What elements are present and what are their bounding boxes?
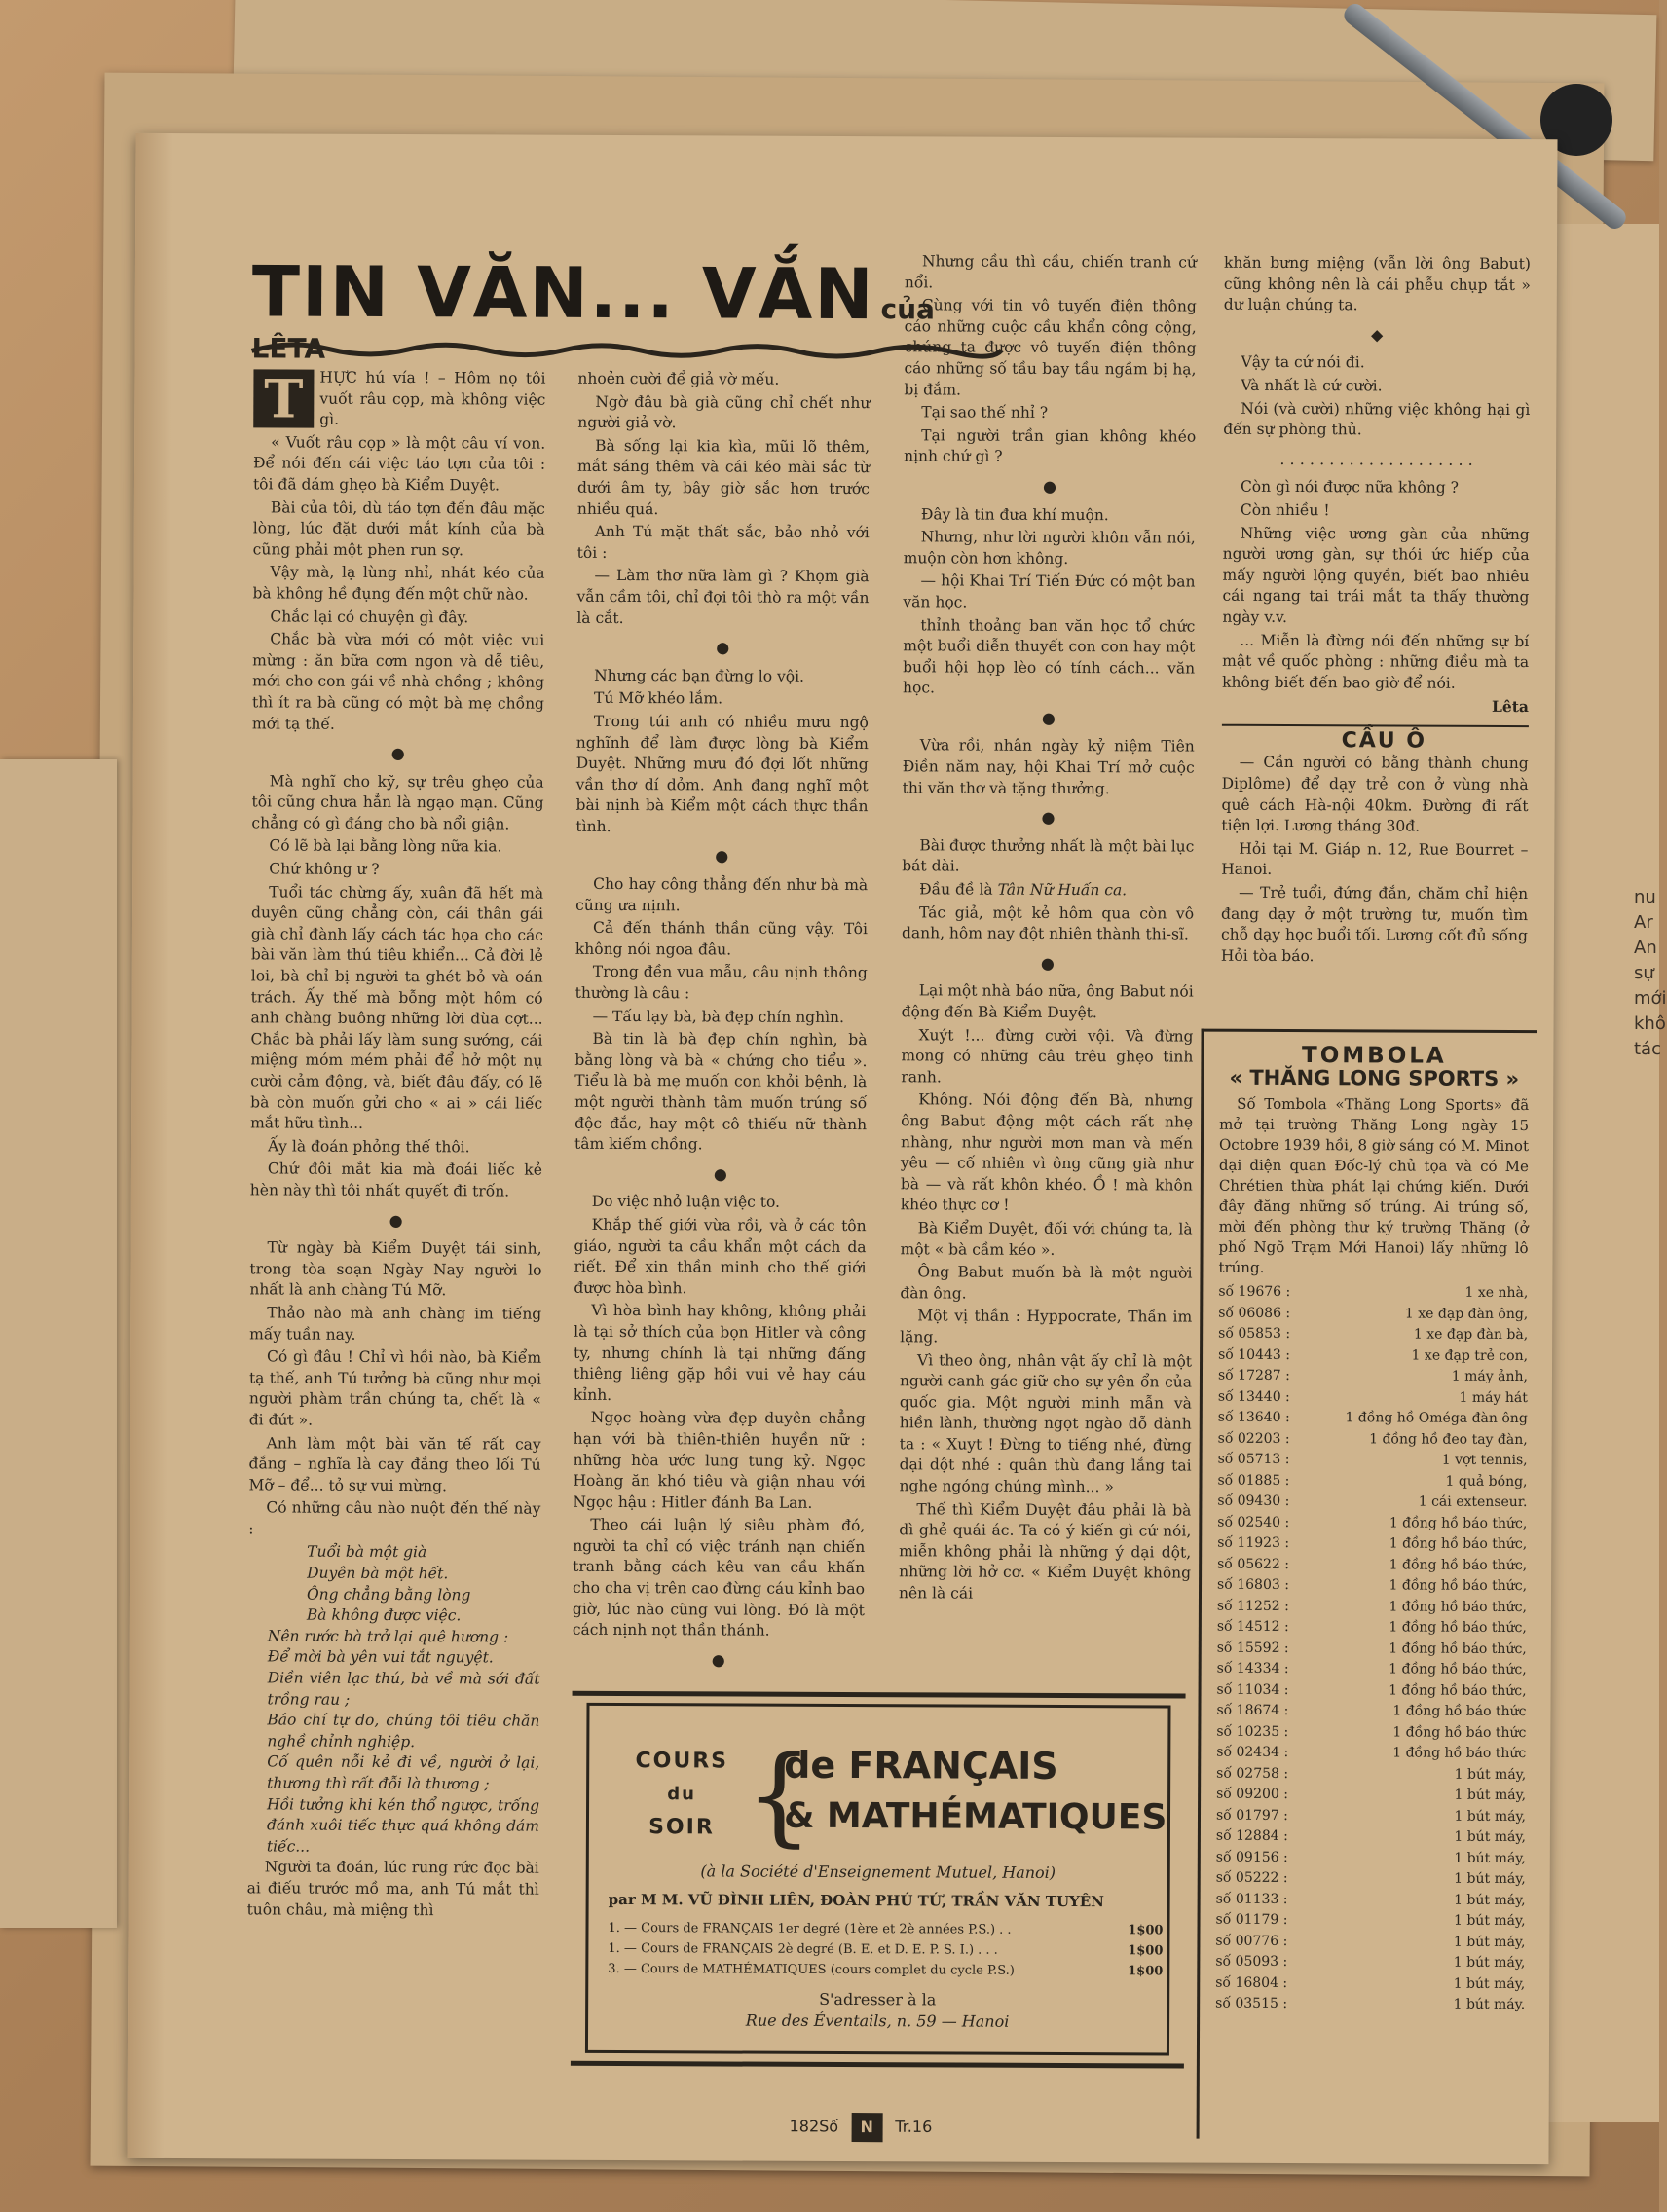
paragraph: Có lẽ bà lại bằng lòng nữa kia. <box>269 836 502 856</box>
paragraph: Ngờ đâu bà già cũng chỉ chết như người giả vờ. <box>577 392 871 432</box>
scrap-text: An <box>1634 938 1657 958</box>
prize-item: 1 bút máy, <box>1454 1870 1526 1888</box>
ad-text: Rue des Éventails, n. 59 — Hanoi <box>745 2010 1010 2031</box>
prize-row <box>1218 1324 1528 1346</box>
prize-item: 1 bút máy, <box>1454 1787 1527 1804</box>
prize-number: số 11252 : <box>1216 1598 1289 1614</box>
poem-title: Tân Nữ Huấn ca. <box>997 880 1128 900</box>
prize-number: số 17287 : <box>1217 1367 1290 1384</box>
prize-number: số 05713 : <box>1217 1451 1290 1468</box>
scrap-text: sự <box>1634 963 1654 983</box>
prize-number: số 13440 : <box>1217 1388 1290 1405</box>
ad-course-lines <box>608 1918 1163 1981</box>
prize-row <box>1216 1889 1526 1911</box>
right-paper-scrap <box>1546 224 1667 2122</box>
prize-row <box>1218 1386 1528 1409</box>
prize-item: 1 đồng hồ báo thức, <box>1389 1640 1527 1657</box>
prize-item: 1 bút máy, <box>1453 1954 1526 1972</box>
course-line <box>608 1959 1163 1981</box>
divider <box>1222 724 1529 727</box>
verse-line: Cố quên nỗi kẻ đi về, người ở lại, thương thì rất đỗi là thương ; <box>267 1752 540 1793</box>
prize-item: 1 bút máy, <box>1453 1934 1526 1950</box>
prize-row <box>1216 1763 1526 1786</box>
paragraph: nhoẻn cười để giả vờ mếu. <box>577 369 780 388</box>
ad-subject: de FRANÇAIS <box>784 1743 1058 1788</box>
prize-row <box>1217 1596 1527 1618</box>
paragraph: — hội Khai Trí Tiến Đức có một ban văn học. <box>903 571 1196 611</box>
prize-item: 1 đồng hồ báo thức, <box>1389 1681 1527 1699</box>
prize-item: 1 quả bóng, <box>1445 1473 1528 1490</box>
prize-row <box>1218 1282 1528 1305</box>
prize-row <box>1216 1805 1526 1827</box>
prize-number: số 19676 : <box>1218 1283 1291 1301</box>
left-paper-scrap <box>0 759 117 1928</box>
prize-number: số 01179 : <box>1215 1911 1288 1929</box>
prize-item: 1 bút máy, <box>1453 1975 1526 1992</box>
paragraph: Còn nhiều ! <box>1240 500 1330 520</box>
prize-row <box>1218 1408 1528 1430</box>
ad-address <box>588 1988 1167 2034</box>
paragraph: Bà sống lại kia kìa, mũi lõ thêm, mắt sáng thêm và cái kéo mài sắc từ dưới âm ty, bây giờ sắc hơn trước nhiều quá. <box>576 436 871 518</box>
paragraph: Ông Babut muốn bà là một người đàn ông. <box>900 1263 1193 1303</box>
prize-item: 1 xe đạp trẻ con, <box>1411 1347 1529 1364</box>
prize-number: số 12884 : <box>1215 1827 1288 1845</box>
prize-row <box>1216 1847 1526 1869</box>
prize-item: 1 đồng hồ báo thức, <box>1389 1556 1528 1573</box>
paragraph: Ấy là đoán phỏng thế thôi. <box>267 1137 470 1157</box>
prize-number: số 16803 : <box>1217 1576 1289 1594</box>
article-column-1 <box>247 367 546 1923</box>
course-line <box>608 1938 1163 1961</box>
paragraph: — Trẻ tuổi, đứng đắn, chăm chỉ hiện đang dạy ở một trường tư, muốn tìm chỗ dạy học buổi tối. Lương cốt đủ sống Hỏi tòa báo. <box>1220 883 1529 965</box>
prize-number: số 01133 : <box>1215 1891 1288 1907</box>
prize-number: số 02540 : <box>1217 1514 1290 1530</box>
prize-row <box>1218 1450 1528 1472</box>
tombola-title: TOMBOLA <box>1302 1043 1447 1069</box>
ad-rule <box>573 1691 1186 1699</box>
page-number: Tr.16 <box>895 2117 933 2136</box>
ad-text: COURS <box>635 1749 729 1774</box>
paragraph: Anh Tú mặt thất sắc, bảo nhỏ với tôi : <box>576 523 870 562</box>
paragraph: Tại người trần gian không khéo nịnh chứ gì ? <box>904 426 1197 466</box>
prize-item: 1 đồng hồ báo thức, <box>1389 1661 1527 1678</box>
paragraph: Nhưng, như lời người khôn vẫn nói, muộn còn hơn không. <box>903 528 1196 568</box>
paragraph: Xuýt !... đừng cười vội. Và đừng mong có những câu trêu ghẹo tinh ranh. <box>901 1025 1194 1087</box>
prize-item: 1 đồng hồ báo thức <box>1392 1745 1527 1762</box>
scrap-text: nu <box>1634 887 1656 907</box>
prize-item: 1 máy hát <box>1459 1389 1528 1406</box>
prize-number: số 09156 : <box>1215 1849 1288 1865</box>
paragraph: Nói (và cười) những việc không hại gì đến sự phòng thủ. <box>1223 399 1531 439</box>
prize-item: 1 máy ảnh, <box>1451 1368 1529 1385</box>
prize-row <box>1217 1533 1527 1556</box>
prize-row <box>1215 1972 1525 1995</box>
prize-number: số 09200 : <box>1216 1786 1289 1803</box>
paragraph: Cả đến thánh thần cũng vậy. Tôi không nói ngoa đâu. <box>574 919 869 959</box>
course-price: 1$00 <box>1128 1923 1164 1938</box>
newspaper-logo-icon: N <box>851 2113 882 2142</box>
paragraph: Cùng với tin vô tuyến điện thông cáo những cuộc cầu khẩn công cộng, chúng ta được vô tuyến điện thông cáo những số tầu bay tầu ngầm bị hạ, bị đắm. <box>904 296 1197 399</box>
paragraph: Bà Kiểm Duyệt, đối với chúng ta, là một « bà cầm kéo ». <box>900 1219 1193 1259</box>
paragraph: Nhưng cầu thì cầu, chiến tranh cứ nổi. <box>904 252 1198 291</box>
paragraph: Thế thì Kiểm Duyệt đâu phải là bà dì ghẻ quái ác. Ta có ý kiến gì cứ nói, miễn không phải là những ý dại dột, những lời hở cơ. « Kiểm Duyệt không nên là cái <box>898 1499 1192 1603</box>
paragraph: thỉnh thoảng ban văn học tổ chức một buổi diễn thuyết con con hay một buổi hội họp lèo có tính cách... văn học. <box>903 615 1196 697</box>
issue-number: 182Số <box>789 2117 839 2136</box>
prize-item: 1 đồng hồ báo thức <box>1392 1723 1527 1741</box>
prize-row <box>1217 1470 1527 1493</box>
prize-row <box>1215 1931 1525 1953</box>
prize-row <box>1215 1952 1525 1974</box>
prize-item: 1 bút máy, <box>1454 1766 1527 1783</box>
prize-item: 1 bút máy, <box>1454 1850 1526 1866</box>
paragraph: Bài được thưởng nhất là một bài lục bát dài. <box>902 836 1195 875</box>
paragraph: — Làm thơ nữa làm gì ? Khọm già vẫn cầm tôi, chỉ đợi tôi thò ra một vần là cắt. <box>576 567 870 627</box>
ad-text: SOIR <box>648 1815 715 1840</box>
paragraph <box>902 879 1194 902</box>
paragraph: Tuổi tác chừng ấy, xuân đã hết mà duyên cũng chẳng còn, cái thân gái già chỉ đành lấy cách tác họa cho các bài văn làm thú tiêu khiển... Cả đời lẻ loi, bà chỉ bị người ta ghét bỏ và oán trách. Ấy thế mà bỗng một hôm có anh chàng buông những lời đùa cợt... Chắc bà phải lấy làm sung sướng, cái miệng móm mém phải để hở một nụ cười cảm động, và, biết đâu đấy, có lẽ bà còn muốn gửi cho « ai » cái liếc mắt hữu tình... <box>250 883 544 1133</box>
paragraph: HỰC hú vía ! – Hôm nọ tôi vuốt râu cọp, mà không việc gì. <box>319 368 546 428</box>
prize-number: số 14512 : <box>1216 1618 1289 1636</box>
paragraph: Chắc bà vừa mới có một việc vui mừng : ăn bữa cơm ngon và dễ tiêu, mới cho con gái về nhà chồng ; không thì ít ra bà cũng có một bà mẹ chồng mới tạ thế. <box>251 630 545 733</box>
ad-society: (à la Société d'Enseignement Mutuel, Hanoi) <box>700 1862 1056 1882</box>
paragraph: — Tấu lạy bà, bà đẹp chín nghìn. <box>592 1007 845 1026</box>
section-dot: ● <box>390 744 405 763</box>
dotted-separator: . . . . . . . . . . . . . . . . . . . . <box>1279 449 1473 469</box>
page-edge <box>127 133 172 2158</box>
section-dot: ● <box>716 638 730 657</box>
prize-row <box>1218 1345 1528 1367</box>
paragraph: khăn bưng miệng (vẫn lời ông Babut) cũng không nên là cái phễu chụp tắt » dư luận chúng ta. <box>1223 253 1532 314</box>
paragraph: Người ta đoán, lúc rung rức đọc bài ai điếu trước mồ ma, anh Tú mắt thì tuôn châu, mà miệng thì <box>246 1858 539 1919</box>
newspaper-page <box>127 133 1557 2164</box>
verse-line: Ông chẳng bằng lòng <box>306 1585 471 1604</box>
paragraph: Bài của tôi, dù táo tợn đến đâu mặc lòng, lúc đặt dưới mắt kính của bà cũng phải một phen run sợ. <box>252 498 545 560</box>
prize-item: 1 đồng hồ Oméga đàn ông <box>1345 1410 1528 1427</box>
prize-row <box>1215 1994 1525 2016</box>
prize-item: 1 xe nhà, <box>1464 1284 1529 1302</box>
prize-row <box>1216 1826 1526 1849</box>
tombola-intro: Số Tombola «Thăng Long Sports» đã mở tại trường Thăng Long ngày 15 Octobre 1939 hồi, 8 giờ sáng có M. Minot đại diện quan Đốc-lý chủ tọa và có Me Chrétien thừa phát lại chứng kiến. Dưới đây đăng những số trúng. Ai trúng số, mời đến phòng thư ký trường Thăng (ở phố Ngõ Trạm Mới Hanoi) lấy những lô trúng. <box>1218 1094 1530 1276</box>
prize-item: 1 bút máy, <box>1453 1912 1526 1930</box>
prize-number: số 15592 : <box>1216 1640 1289 1656</box>
paragraph: Chắc lại có chuyện gì đây. <box>270 607 469 626</box>
prize-row <box>1217 1638 1527 1660</box>
prize-row <box>1216 1701 1526 1723</box>
paragraph: Một vị thần : Hyppocrate, Thần im lặng. <box>900 1307 1193 1346</box>
section-dot: ● <box>715 846 729 866</box>
text-run: Đầu đề là <box>919 880 993 899</box>
ad-text: du <box>667 1784 696 1805</box>
ad-text: S'adresser à la <box>819 1989 937 2009</box>
section-dot: ● <box>1041 708 1056 727</box>
course-label: 3. — Cours de MATHÉMATIQUES (cours complet du cycle P.S.) <box>608 1961 1015 1978</box>
paragraph: Do việc nhỏ luận việc to. <box>591 1193 781 1212</box>
ad-cours-label <box>628 1745 735 1844</box>
prize-row <box>1217 1659 1527 1681</box>
paragraph: Và nhất là cứ cười. <box>1241 376 1383 395</box>
prize-item: 1 đồng hồ báo thức, <box>1389 1577 1528 1595</box>
ad-subject: & MATHÉMATIQUES <box>783 1795 1167 1838</box>
ad-rule <box>571 2061 1184 2069</box>
prize-item: 1 xe đạp đàn bà, <box>1413 1326 1529 1344</box>
prize-item: 1 vợt tennis, <box>1441 1452 1528 1469</box>
prize-item: 1 đồng hồ báo thức <box>1392 1703 1527 1720</box>
paragraph: Trong túi anh có nhiều mưu ngộ nghĩnh để làm được lòng bà Kiểm Duyệt. Những mưu đó đợi lốt những vần thơ dí dỏm. Anh đang nghĩ một bài nịnh bà Kiểm một cách thực thần tình. <box>575 712 869 835</box>
title-underline <box>252 333 1002 365</box>
prize-row <box>1216 1868 1526 1891</box>
verse-line: Để mời bà yên vui tắt nguyệt. <box>267 1647 494 1667</box>
section-dot: ● <box>389 1210 403 1230</box>
prize-row <box>1217 1617 1527 1640</box>
paragraph: Tác giả, một kẻ hôm qua còn vô danh, hôm nay đột nhiên thành thi-sĩ. <box>901 903 1195 943</box>
course-price: 1$00 <box>1128 1943 1164 1959</box>
paragraph: Khắp thế giới vừa rồi, và ở các tôn giáo, người ta cầu khẩn một cách da riết. Để xin thần minh cho thế giới được hòa bình. <box>574 1215 867 1298</box>
prize-item: 1 cái extenseur. <box>1418 1493 1528 1511</box>
prize-row <box>1216 1721 1526 1744</box>
paragraph: Theo cái luận lý siêu phàm đó, người ta chỉ có việc tránh nạn chiến tranh bằng cách kêu van cầu khấn cho cha vị trên cao đừng cáu kỉnh bao giờ, lúc nào cũng vui lòng. Đó là một cách nịnh nọt thần thánh. <box>572 1516 866 1640</box>
prize-row <box>1218 1303 1528 1325</box>
byline: của LÊTA <box>251 293 936 365</box>
prize-row <box>1218 1428 1528 1451</box>
prize-item: 1 bút máy, <box>1454 1828 1526 1846</box>
verse-line: Điền viên lạc thú, bà về mà sới đất trồng rau ; <box>267 1669 540 1709</box>
prize-row <box>1217 1575 1527 1598</box>
paragraph: Tú Mỡ khéo lắm. <box>593 689 723 708</box>
prize-number: số 03515 : <box>1215 1995 1288 2012</box>
prize-number: số 06086 : <box>1218 1305 1291 1321</box>
tombola-box <box>1197 1029 1537 2140</box>
paragraph: Còn gì nói được nữa không ? <box>1240 478 1459 498</box>
tombola-subtitle: « THĂNG LONG SPORTS » <box>1229 1065 1520 1091</box>
verse-line: Duyên bà một hết. <box>307 1564 449 1583</box>
prize-list <box>1215 1282 1528 2016</box>
prize-number: số 02203 : <box>1217 1430 1290 1447</box>
prize-number: số 13640 : <box>1217 1409 1290 1426</box>
prize-row <box>1217 1554 1527 1576</box>
paragraph: Tại sao thế nhỉ ? <box>921 403 1049 423</box>
paragraph: Hỏi tại M. Giáp n. 12, Rue Bourret – Hanoi. <box>1221 839 1529 879</box>
prize-item: 1 đồng hồ báo thức, <box>1389 1514 1528 1531</box>
course-price: 1$00 <box>1128 1964 1164 1979</box>
course-advertisement <box>585 1703 1171 2056</box>
section-title: CẦU Ô <box>1341 728 1427 754</box>
paragraph: Mà nghĩ cho kỹ, sự trêu ghẹo của tôi cũng chưa hẳn là ngạo mạn. Cũng chẳng có gì đáng cho bà nổi giận. <box>251 772 544 833</box>
article-column-3 <box>899 251 1197 1607</box>
article-column-2 <box>573 369 871 1679</box>
paragraph: Vì hòa bình hay không, không phải là tại sở thích của bọn Hitler và công ty, nhưng chính là tại những đấng thiêng liêng gặp hồi vui vẻ hay cáu kỉnh. <box>573 1302 867 1404</box>
paragraph: Nhưng các bạn đừng lo vội. <box>594 666 805 685</box>
prize-number: số 14334 : <box>1216 1660 1289 1677</box>
paragraph: Lại một nhà báo nữa, ông Babut nói động đến Bà Kiểm Duyệt. <box>901 981 1194 1022</box>
course-label: 1. — Cours de FRANÇAIS 1er degré (1ère et 2è années P.S.) . . <box>608 1920 1012 1937</box>
scrap-text: mới <box>1634 988 1667 1009</box>
prize-row <box>1215 1910 1525 1933</box>
prize-number: số 02758 : <box>1216 1765 1289 1782</box>
prize-number: số 11034 : <box>1216 1681 1289 1698</box>
paragraph: Những việc ương gàn của những người ương gàn, sự thói ức hiếp của mấy người lộng quyền, biết bao nhiêu cái ngang tai trái mắt ta thấy thường ngày v.v. <box>1222 524 1530 626</box>
article-column-4 <box>1221 253 1531 971</box>
scrap-text: tác <box>1634 1039 1661 1059</box>
prize-row <box>1216 1743 1526 1765</box>
column-title: TIN VĂN... VẮN <box>251 250 875 336</box>
paragraph: ... Miễn là đừng nói đến những sự bí mật về quốc phòng : những điều mà ta không biết đến bao giờ để nói. <box>1222 631 1530 692</box>
course-line <box>608 1918 1163 1940</box>
section-dot: ● <box>1040 953 1055 973</box>
paragraph: Chứ đôi mắt kia mà đoái liếc kẻ hèn này thì tôi nhất quyết đi trốn. <box>249 1160 542 1200</box>
ad-teachers: par M M. VŨ ĐÌNH LIÊN, ĐOÀN PHÚ TỨ, TRẦN VĂN TUYÊN <box>608 1890 1104 1911</box>
prize-number: số 00776 : <box>1215 1933 1288 1949</box>
verse-line: Nên rước bà trở lại quê hương : <box>267 1627 509 1646</box>
paragraph: Vì theo ông, nhân vật ấy chỉ là một người canh gác giữ cho sự yên ổn của quốc gia. Một người minh mẫn và hiền lành, thường ngọt ngào dỗ dành ta : « Xuyt ! Đừng to tiếng nhé, đừng dại dột nhé : quân thù đang lắng tai nghe ngóng chúng mình... » <box>899 1350 1193 1496</box>
paragraph: Đây là tin đưa khí muộn. <box>920 504 1109 524</box>
prize-number: số 09430 : <box>1217 1493 1290 1510</box>
page-footer <box>790 2113 933 2143</box>
prize-row <box>1217 1512 1527 1534</box>
prize-row <box>1218 1366 1528 1388</box>
prize-item: 1 đồng hồ báo thức, <box>1389 1619 1527 1637</box>
paragraph: Không. Nói động đến Bà, nhưng ông Babut động một cách rất nhẹ nhàng, như người mơn man và mến yêu — cố nhiên vì ông cũng già như bà — và rất khôn khéo. Ồ ! mà khôn khéo thực cơ ! <box>900 1090 1194 1215</box>
section-dot: ● <box>1042 476 1056 496</box>
paragraph: Ngọc hoàng vừa đẹp duyên chẳng hạn với bà thiên-thiên huyền nữ : những hòa ước lung tung kỷ. Ngọc Hoàng ăn khó tiêu và giận nhau với Ngọc hậu : Hitler đánh Ba Lan. <box>573 1409 866 1512</box>
paragraph: Cho hay công thẳng đến như bà mà cũng ưa nịnh. <box>575 874 869 914</box>
prize-item: 1 bút máy, <box>1454 1808 1527 1825</box>
prize-row <box>1217 1492 1527 1514</box>
paragraph: « Vuốt râu cọp » là một câu ví von. Để nói đến cái việc táo tợn của tôi : tôi đã dám ghẹo bà Kiểm Duyệt. <box>252 433 546 495</box>
paragraph: Bà tin là bà đẹp chín nghìn, bà bằng lòng và bà « chứng cho tiểu ». Tiểu là bà mẹ muốn con khỏi bệnh, là một người thành tâm muốn trúng số độc đắc, hay một cô thiếu nữ thành tâm kiếm chồng. <box>574 1030 868 1154</box>
brace-glyph: { <box>744 1732 814 1858</box>
paragraph: Vậy mà, lạ lùng nhỉ, nhát kéo của bà không hề đụng đến một chữ nào. <box>252 563 545 604</box>
prize-number: số 05853 : <box>1218 1325 1291 1343</box>
prize-number: số 11923 : <box>1217 1534 1290 1552</box>
prize-number: số 10235 : <box>1216 1723 1289 1740</box>
paragraph: — Cần người có bằng thành chung Diplôme) để dạy trẻ con ở vùng nhà quê cách Hà-nội 40km. Đường đi rất tiện lợi. Lương tháng 30đ. <box>1221 754 1529 835</box>
prize-number: số 02434 : <box>1216 1744 1289 1761</box>
prize-number: số 05622 : <box>1217 1556 1290 1572</box>
prize-number: số 16804 : <box>1215 1974 1288 1991</box>
prize-row <box>1217 1679 1527 1702</box>
prize-item: 1 xe đạp đàn ông, <box>1404 1306 1529 1322</box>
paragraph: Từ ngày bà Kiểm Duyệt tái sinh, trong tòa soạn Ngày Nay người lo nhất là anh chàng Tú Mỡ. <box>249 1238 542 1300</box>
signature: Lêta <box>1491 697 1530 717</box>
verse-line: Báo chí tự do, chúng tôi tiêu chăn nghề chỉnh nghiệp. <box>267 1711 540 1751</box>
drop-cap: T <box>253 369 314 427</box>
prize-number: số 01885 : <box>1217 1472 1290 1489</box>
section-diamond: ◆ <box>1370 325 1384 345</box>
prize-number: số 05093 : <box>1215 1953 1288 1971</box>
paragraph: Anh làm một bài văn tế rất cay đắng – nghĩa là cay đắng theo lối Tú Mỡ – để... tỏ sự vui mừng. <box>248 1433 541 1494</box>
course-label: 1. — Cours de FRANÇAIS 2è degré (B. E. et D. E. P. S. I.) . . . <box>608 1940 998 1958</box>
section-dot: ● <box>713 1164 727 1184</box>
paragraph: Trong đền vua mẫu, câu nịnh thông thường là câu : <box>574 963 868 1003</box>
prize-row <box>1216 1785 1526 1807</box>
section-dot: ● <box>711 1650 725 1670</box>
prize-item: 1 đồng hồ báo thức, <box>1389 1535 1528 1553</box>
paragraph: Có những câu nào nuột đến thế này : <box>248 1498 541 1538</box>
scrap-text: Ar <box>1634 912 1653 933</box>
prize-item: 1 đồng hồ báo thức, <box>1389 1598 1527 1615</box>
verse-line: Tuổi bà một già <box>307 1543 427 1562</box>
paragraph: Vừa rồi, nhân ngày kỷ niệm Tiên Điền năm nay, hội Khai Trí mở cuộc thi văn thơ và tặng thưởng. <box>902 736 1195 797</box>
prize-item: 1 bút máy, <box>1454 1892 1526 1908</box>
prize-item: 1 bút máy. <box>1453 1996 1526 2013</box>
prize-number: số 10443 : <box>1218 1346 1291 1363</box>
verse-line: Bà không được việc. <box>306 1605 462 1625</box>
paragraph: Chứ không ư ? <box>269 860 380 878</box>
scrap-text: khô <box>1634 1014 1666 1034</box>
verse-line: Hồi tưởng khi kén thổ ngược, trống đánh xuôi tiếc thực quá không dám tiếc... <box>266 1795 540 1856</box>
section-dot: ● <box>1041 808 1056 828</box>
paragraph: Vậy ta cứ nói đi. <box>1241 353 1365 372</box>
prize-number: số 18674 : <box>1216 1702 1289 1719</box>
prize-number: số 05222 : <box>1215 1869 1288 1887</box>
prize-item: 1 đồng hồ đeo tay đàn, <box>1369 1430 1528 1448</box>
prize-number: số 01797 : <box>1215 1807 1288 1824</box>
paragraph: Có gì đâu ! Chỉ vì hồi nào, bà Kiểm tạ thế, anh Tú tưởng bà cũng như mọi người phàm trần chúng ta, chết là « đi đứt ». <box>248 1347 542 1429</box>
paragraph: Thảo nào mà anh chàng im tiếng mấy tuần nay. <box>249 1304 542 1344</box>
